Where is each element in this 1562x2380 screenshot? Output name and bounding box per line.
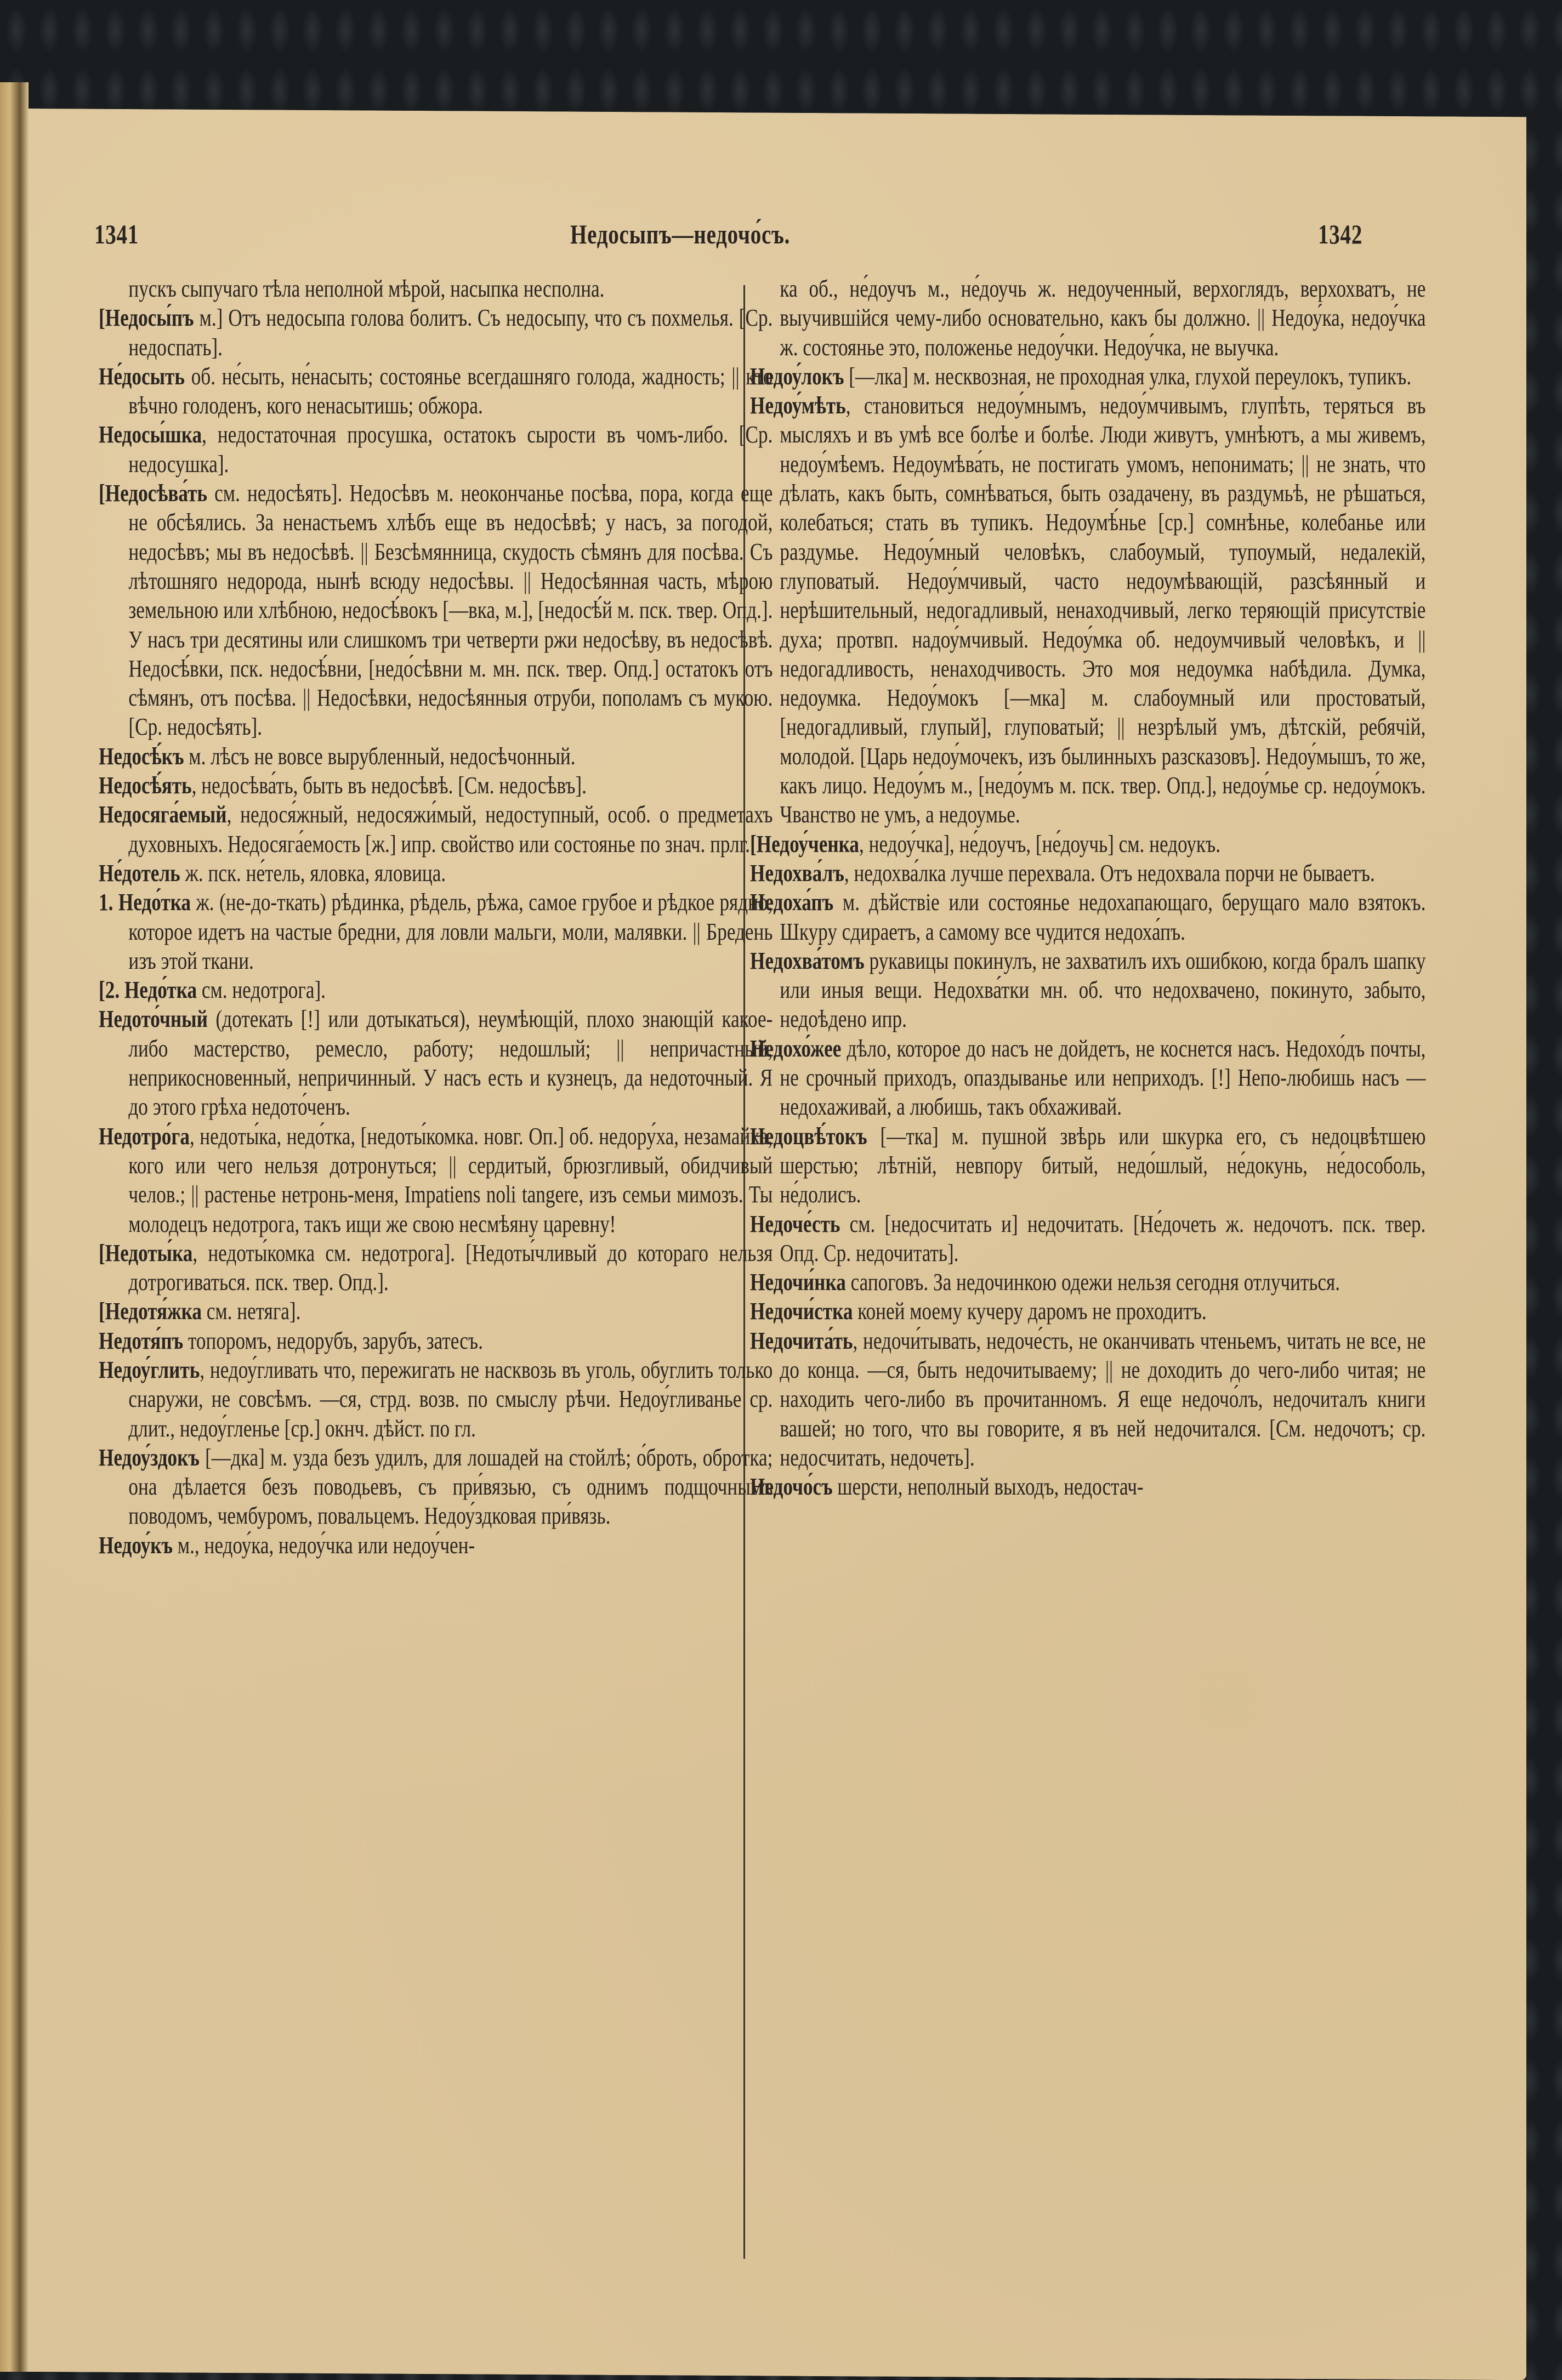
headword: Недосѣ́къ [99,742,184,770]
dictionary-entry: Недоу́локъ [—лка] м. несквозная, не проходная улка, глухой переулокъ, тупикъ. [750,362,1412,390]
entry-continuation: пускъ сыпучаго тѣла неполной мѣрой, насыпка несполна. [128,275,605,302]
headword: Недочи́нка [750,1269,846,1296]
headword: Недохва́томъ [750,947,865,974]
dictionary-entry: Недоу́къ м., недоу́ка, недоу́чка или недоу́чен- [99,1531,475,1559]
headword: [Недосы́пъ [99,304,194,332]
headword: Недочо́съ [750,1473,833,1501]
page-number-left: 1341 [94,219,139,249]
dictionary-entry: [Недосѣва́ть см. недосѣять]. Недосѣвъ м. неокончанье посѣва, пора, когда еще не обсѣялись. За ненастьемъ хлѣбъ еще въ недосѣвѣ; у насъ, за погодой, недосѣвъ; мы въ недосѣвѣ. || Безсѣмянница, скудость сѣмянъ для посѣва. Съ лѣтошняго недорода, нынѣ всюду недосѣвы. || Недосѣянная часть, мѣрою земельною или хлѣбною, недосѣ́вокъ [—вка, м.], [недосѣ́й м. пск. твер. Опд.]. У насъ три десятины или слишкомъ три четверти ржи недосѣву, въ недосѣвѣ. Недосѣ́вки, пск. недосѣ́вни, [недо́сѣвни м. мн. пск. твер. Опд.] остатокъ отъ сѣмянъ, отъ посѣва. || Недосѣвки, недосѣянныя отруби, пополамъ съ мукою. [Ср. недосѣять]. [99,480,773,741]
right-column [750,274,1426,1501]
dictionary-entry: 1. Недо́тка ж. (не-до-ткать) рѣдинка, рѣдель, рѣжа, самое грубое и рѣдкое рядно, которое идетъ на частые бредни, для ловли мальги, моли, малявки. || Бредень изъ этой ткани. [99,889,773,974]
left-column [99,274,773,1560]
headword: Недоха́пъ [750,889,834,916]
headword: Недоу́къ [99,1531,173,1559]
dictionary-entry: Недоу́здокъ [—дка] м. узда безъ удилъ, для лошадей на стойлѣ; о́броть, обротка; она дѣлается безъ поводьевъ, съ при́вязью, съ однимъ подщочнымъ поводомъ, чембуромъ, повальцемъ. Недоу́здковая при́вязь. [99,1444,773,1530]
headword: 1. Недо́тка [99,889,191,916]
dictionary-entry: Недочита́ть, недочи́тывать, недоче́сть, не оканчивать чтеньемъ, читать не все, не до конца. —ся, быть недочитываему; || не доходить до чего-либо читая; не находить чего-либо въ прочитанномъ. Я еще недочо́лъ, недочиталъ книги вашей; но того, что вы говорите, я въ ней недочитался. [См. недочотъ; ср. недосчитать, недочеть]. [750,1327,1426,1471]
dictionary-entry: Недохо́жее дѣло, которое до насъ не дойдетъ, не коснется насъ. Недохо́дъ почты, не срочный приходъ, опаздыванье или неприходъ. [!] Непо-любишь насъ — недохаживай, а любишь, такъ обхаживай. [750,1035,1426,1121]
headword: [Недоты́ка [99,1239,193,1266]
dictionary-entry: Недосяга́емый, недося́жный, недосяжи́мый, недоступный, особ. о предметахъ духовныхъ. Недосяга́емость [ж.] ипр. свойство или состоянье по знач. прлг. [99,801,773,857]
headword: Недотро́га [99,1122,190,1150]
dictionary-entry: Недочи́стка коней моему кучеру даромъ не проходитъ. [750,1298,1207,1325]
headword: [Недосѣва́ть [99,480,208,507]
headword: [Недотя́жка [99,1298,202,1325]
headword: Недочи́стка [750,1298,853,1325]
headword: [2. Недо́тка [99,976,197,1004]
headword: Недоцвѣ́токъ [750,1122,867,1150]
headword: Недотя́пъ [99,1327,184,1354]
dictionary-entry: Недоцвѣ́токъ [—тка] м. пушной звѣрь или шкурка его, съ недоцвѣтшею шерстью; лѣтній, невпору битый, недо́шлый, не́докунь, не́дособоль, не́долисъ. [750,1122,1426,1208]
headword: Не́дотель [99,859,180,887]
dictionary-entry: Недосѣ́къ м. лѣсъ не вовсе вырубленный, недосѣчонный. [99,742,576,770]
dictionary-entry: [2. Недо́тка см. недотрога]. [99,976,326,1004]
dictionary-entry: Недото́чный (дотекать [!] или дотыкаться), неумѣющій, плохо знающій какое-либо мастерство, ремесло, работу; недошлый; || непричастный, неприкосновенный, непричинный. У насъ есть и кузнецъ, да недоточный. Я до этого грѣха недото́ченъ. [99,1006,773,1121]
headword: Недоу́глить [99,1356,200,1383]
dictionary-entry: Недосы́шка, недостаточная просушка, остатокъ сырости въ чомъ-либо. [Ср. недосушка]. [99,421,773,478]
dictionary-entry: Недотя́пъ топоромъ, недорубъ, зарубъ, затесъ. [99,1327,483,1354]
dictionary-entry: [Недоу́ченка, недоу́чка], не́доучъ, [не́доучь] см. недоукъ. [750,830,1221,857]
headword: Недочита́ть [750,1327,853,1354]
entry-continuation: ка об., не́доучъ м., не́доучь ж. недоученный, верхоглядъ, верхохватъ, не выучившійся чему-либо основательно, какъ бы должно. || Недоу́ка, недоу́чка ж. состоянье это, положенье недоу́чки. Недоу́чка, не выучка. [780,275,1426,361]
page-title: Недосыпъ—недочо́съ. [570,219,791,249]
headword: [Недоу́ченка [750,830,860,857]
running-header [0,218,1562,251]
headword: Недосяга́емый [99,801,227,828]
dictionary-entry: Не́дотель ж. пск. не́тель, яловка, яловица. [99,859,446,887]
dictionary-entry: Недочи́нка сапоговъ. За недочинкою одежи нельзя сегодня отлучиться. [750,1269,1341,1296]
headword: Недото́чный [99,1006,208,1033]
dictionary-entry: Недоу́мѣть, становиться недоу́мнымъ, недоу́мчивымъ, глупѣть, теряться въ мысляхъ и въ умѣ все болѣе и болѣе. Люди живутъ, умнѣютъ, а мы живемъ, недоу́мѣемъ. Недоумѣва́ть, не постигать умомъ, непонимать; || не знать, что дѣлать, какъ быть, сомнѣваться, быть озадачену, въ раздумьѣ, не рѣшаться, колебаться; стать въ тупикъ. Недоумѣ́нье [ср.] сомнѣнье, колебанье или раздумье. Недоу́мный человѣкъ, слабоумый, тупоумый, недалекій, глуповатый. Недоу́мчивый, часто недоумѣвающій, разсѣянный и нерѣшительный, недогадливый, ненаходчивый, легко теряющій присутствіе духа; протвп. надоу́мчивый. Недоу́мка об. недоумчивый человѣкъ, и || недогадливость, ненаходчивость. Это моя недоумка набѣдила. Думка, недоумка. Недоу́мокъ [—мка] м. слабоумный или простоватый, [недогадливый, глупый], глуповатый; || незрѣлый умъ, дѣтскій, ребячій, молодой. [Царь недоу́мочекъ, изъ былинныхъ разсказовъ]. Недоу́мышъ, то же, какъ лицо. Недоу́мъ м., [недо́умъ м. пск. твер. Опд.], недоу́мье ср. недоу́мокъ. Чванство не умъ, а недоумье. [750,392,1426,828]
headword: Недоу́локъ [750,362,844,390]
dictionary-entry: [Недоты́ка, недоты́комка см. недотрога]. [Недоты́чливый до котораго нельзя дотрогиваться. пск. твер. Опд.]. [99,1239,773,1296]
dictionary-entry: Недочо́съ шерсти, неполный выходъ, недостач- [750,1473,1144,1501]
dictionary-entry: Недоха́пъ м. дѣйствіе или состоянье недохапающаго, берущаго мало взятокъ. Шкуру сдираетъ, а самому все чудится недоха́пъ. [750,889,1426,945]
book-spine-edge [0,82,29,2372]
dictionary-entry: Недохва́лъ, недохва́лка лучше перехвала. Отъ недохвала порчи не бываетъ. [750,859,1375,887]
headword: Недосѣ́ять [99,772,192,799]
dictionary-entry: Недоче́сть см. [недосчитать и] недочитать. [Не́дочеть ж. недочотъ. пск. твер. Опд. Ср. недочитать]. [750,1210,1426,1266]
headword: Недохва́лъ [750,859,844,887]
headword: Недосы́шка [99,421,202,448]
headword: Недоче́сть [750,1210,840,1237]
page-number-right: 1342 [1318,219,1363,249]
dictionary-entry: [Недосы́пъ м.] Отъ недосыпа голова болитъ. Съ недосыпу, что съ похмелья. [Ср. недоспать]. [99,304,773,361]
dictionary-entry: Недотро́га, недоты́ка, недо́тка, [недоты́комка. новг. Оп.] об. недору́ха, незамайка, кого или чего нельзя дотронуться; || сердитый, брюзгливый, обидчивый челов.; || растенье нетронь-меня, Impatiens noli tangere, изъ семьи мимозъ. Ты молодецъ недотрога, такъ ищи же свою несмѣяну царевну! [99,1122,773,1237]
dictionary-entry: Не́досыть об. не́сыть, не́насыть; состоянье всегдашняго голода, жадность; || кто вѣчно голоденъ, кого ненасытишь; обжора. [99,362,773,419]
dictionary-entry: [Недотя́жка см. нетяга]. [99,1298,301,1325]
headword: Недоу́мѣть [750,392,846,419]
dictionary-entry: Недосѣ́ять, недосѣва́ть, быть въ недосѣвѣ. [См. недосѣвъ]. [99,772,587,799]
dictionary-entry: Недохва́томъ рукавицы покинулъ, не захватилъ ихъ ошибкою, когда бралъ шапку или иныя вещи. Недохва́тки мн. об. что недохвачено, покинуто, забыто, недоѣдено ипр. [750,947,1426,1033]
headword: Не́досыть [99,362,185,390]
headword: Недоу́здокъ [99,1444,200,1471]
headword: Недохо́жее [750,1035,842,1062]
dictionary-entry: Недоу́глить, недоу́гливать что, пережигать не насквозь въ уголь, обуглить только снаружи, не совсѣмъ. —ся, стрд. возв. по смыслу рѣчи. Недоу́гливанье ср. длит., недоу́гленье [ср.] окнч. дѣйст. по гл. [99,1356,773,1442]
